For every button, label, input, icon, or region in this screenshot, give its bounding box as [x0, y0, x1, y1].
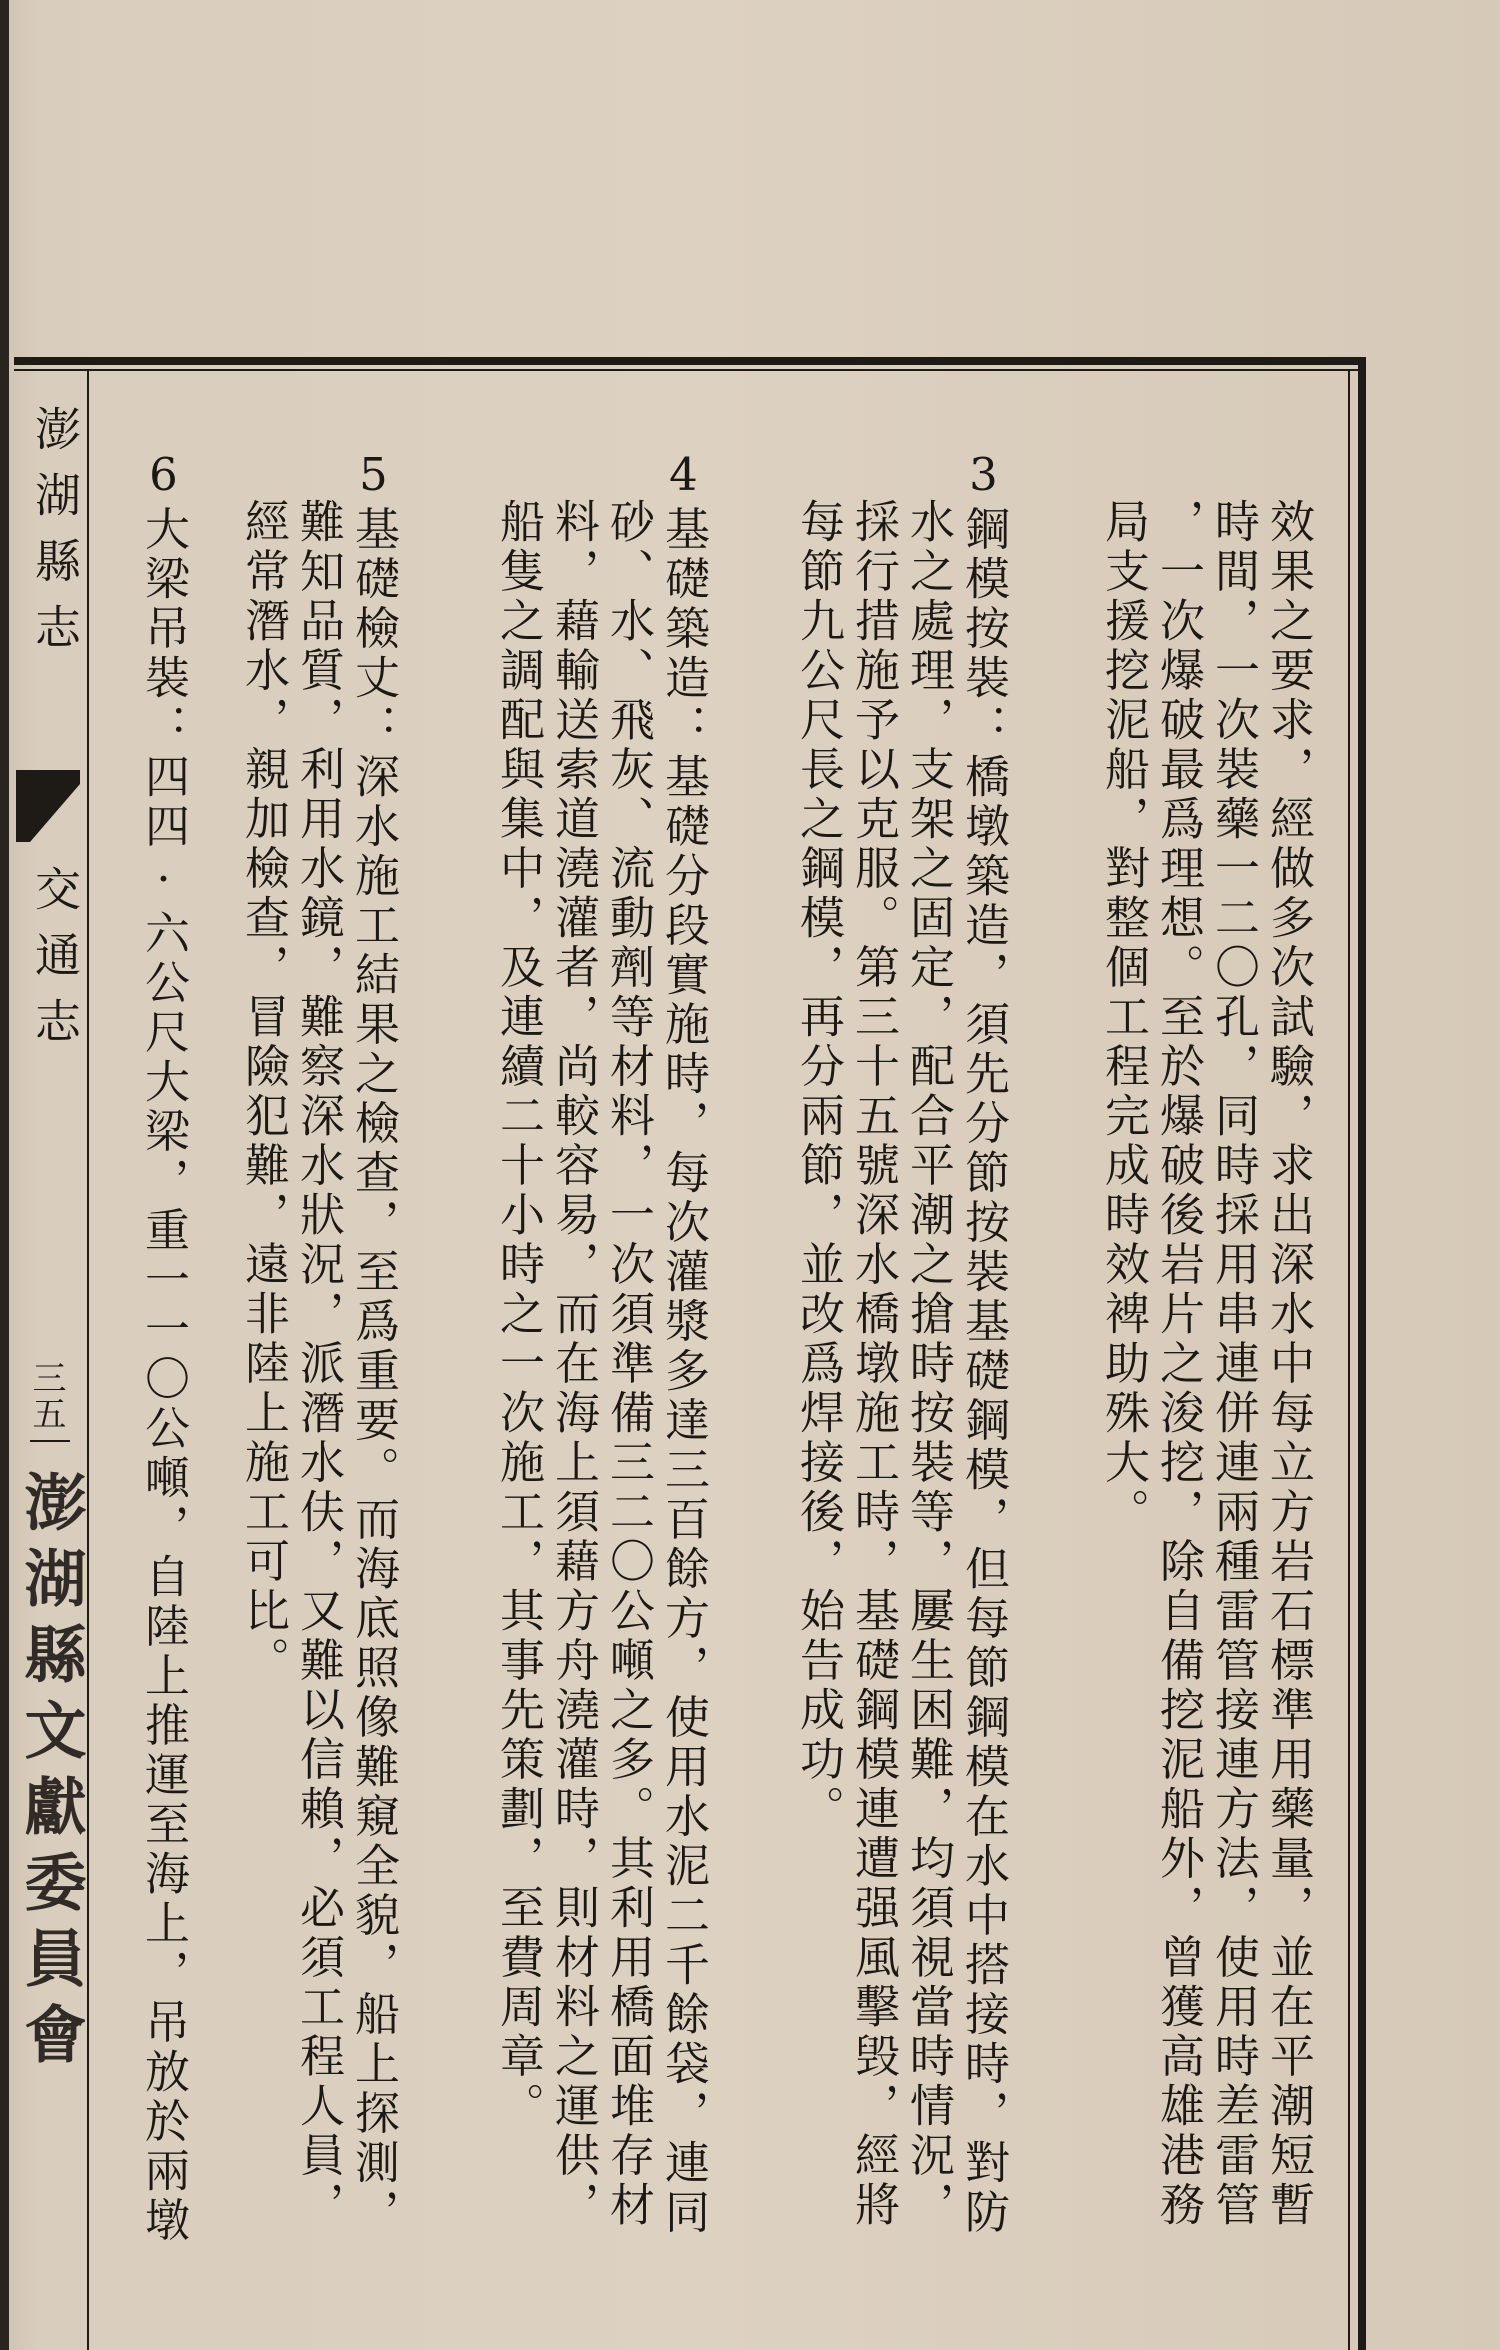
page-number: 三五	[26, 1360, 66, 1432]
text-column-15: 經常潛水，親加檢查，冒險犯難，遠非陸上施工可比。	[237, 498, 290, 1686]
bleed-text: 澎湖縣文獻委員會	[14, 1470, 87, 2078]
text-column-10: 砂、水、飛灰、流動劑等材料，一次須準備三二〇公噸之多。其利用橋面堆存材	[602, 498, 655, 2231]
frame-top-rule-thin	[14, 369, 1366, 371]
bleed-through-imprint	[0, 1460, 87, 2078]
frame-right-rule-thin	[1348, 369, 1350, 2350]
text-column-13: 5基礎檢丈：深水施工結果之檢查，至爲重要。而海底照像難窺全貌，船上探測，	[347, 448, 400, 2238]
text-column-16: 6大梁吊裝：四四·六公尺大梁，重一一〇公噸，自陸上推運至海上，吊放於兩墩	[137, 448, 190, 2246]
text-column-11: 料，藉輸送索道澆灌者，尚較容易，而在海上須藉方舟澆灌時，則材料之運供，	[547, 498, 600, 2231]
text-column-5: 3鋼模按裝：橋墩築造，須先分節按裝基礎鋼模，但每節鋼模在水中搭接時，對防	[957, 448, 1010, 2238]
section-title: 交通志	[28, 865, 82, 1063]
text-column-12: 船隻之調配與集中，及連續二十小時之一次施工，其事先策劃，至費周章。	[492, 498, 545, 2132]
text-column-14: 難知品質，利用水鏡，難察深水狀況，派潛水伕，又難以信賴，必須工程人員，	[292, 498, 345, 2231]
fishtail-ornament-icon	[16, 770, 80, 842]
frame-top-rule	[14, 357, 1366, 365]
text-column-8: 每節九公尺長之鋼模，再分兩節，並改爲焊接後，始告成功。	[792, 498, 845, 1835]
frame-right-rule	[1358, 357, 1366, 2350]
text-column-3: ，一次爆破最爲理想。至於爆破後岩片之浚挖，除自備挖泥船外，曾獲高雄港務	[1152, 498, 1205, 2231]
book-title: 澎湖縣志	[28, 405, 82, 669]
text-column-1: 效果之要求，經做多次試驗，求出深水中每立方岩石標準用藥量，並在平潮短暫	[1262, 498, 1315, 2231]
text-column-9: 4基礎築造：基礎分段實施時，每次灌漿多達三百餘方，使用水泥二千餘袋，連同	[657, 448, 710, 2238]
text-column-7: 採行措施予以克服。第三十五號深水橋墩施工時，基礎鋼模連遭强風擊毁，經將	[847, 498, 900, 2231]
text-column-6: 水之處理，支架之固定，配合平潮之搶時按裝等，屢生困難，均須視當時情況，	[902, 498, 955, 2231]
text-column-4: 局支援挖泥船，對整個工程完成時效裨助殊大。	[1097, 498, 1150, 1538]
page-number-rule	[30, 1440, 70, 1442]
text-column-2: 時間，一次裝藥一二〇孔，同時採用串連併連兩種雷管接連方法，使用時差雷管	[1207, 498, 1260, 2231]
